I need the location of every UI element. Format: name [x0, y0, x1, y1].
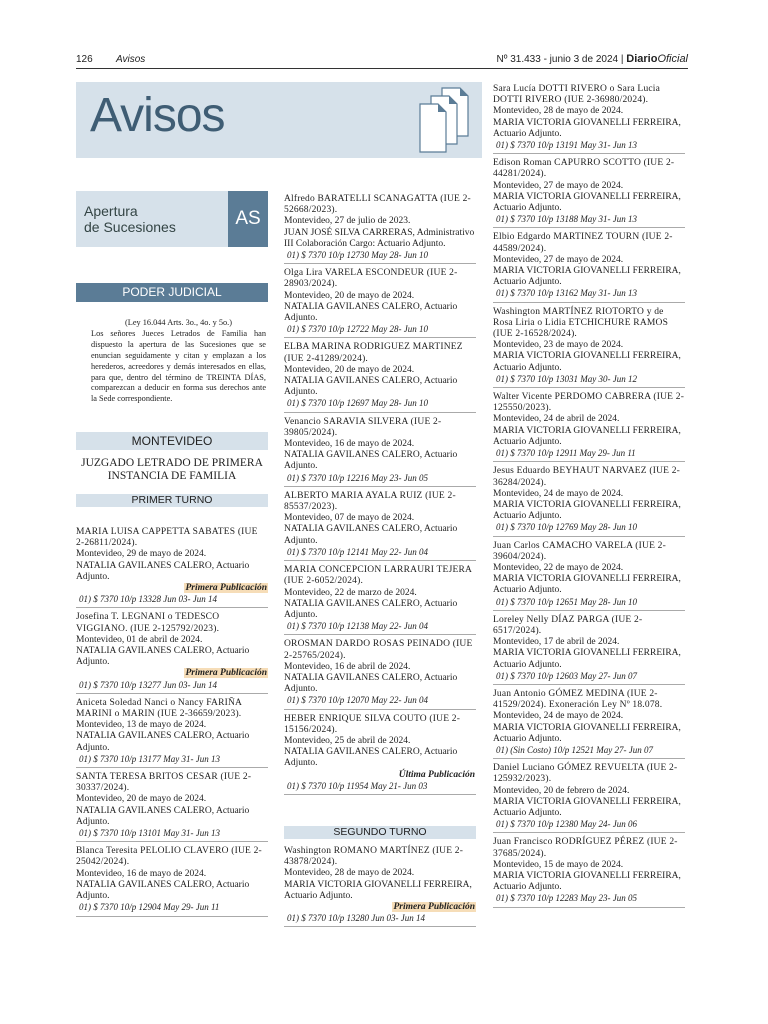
place-date: Montevideo, 27 de mayo de 2024.: [493, 254, 624, 265]
place-date: Montevideo, 16 de mayo de 2024.: [284, 439, 415, 450]
decedent-name: Washington ROMANO MARTÍNEZ (IUE 2-43878/2024).: [284, 846, 464, 868]
billing-code: 01) $ 7370 10/p 13328 Jun 03- Jun 14: [79, 594, 217, 605]
signer: NATALIA GAVILANES CALERO, Actuario Adjunto.: [284, 301, 458, 324]
banner-title: Avisos: [90, 89, 225, 142]
decedent-name: Venancio SARAVIA SILVERA (IUE 2-39805/2024).: [284, 416, 442, 438]
edict-entry: [284, 491, 476, 561]
place-date: Montevideo, 20 de mayo de 2024.: [284, 290, 415, 301]
billing-code: 01) $ 7370 10/p 12283 May 23- Jun 05: [496, 893, 637, 904]
edict-entry: [284, 268, 476, 338]
brand-logo-bold: Diario: [626, 53, 658, 65]
place-date: Montevideo, 27 de julio de 2023.: [284, 216, 411, 227]
signer: MARIA VICTORIA GIOVANELLI FERREIRA, Actuario Adjunto.: [493, 266, 681, 288]
billing-code: 01) $ 7370 10/p 13101 May 31- Jun 13: [79, 828, 220, 839]
edict-entry: [284, 417, 476, 487]
decedent-name: Juan Francisco RODRÍGUEZ PÉREZ (IUE 2-37685/2024).: [493, 837, 678, 859]
category-code: AS: [228, 191, 268, 247]
billing-code: 01) $ 7370 10/p 12138 May 22- Jun 04: [287, 621, 428, 632]
edict-entry: [493, 84, 685, 154]
billing-code: 01) $ 7370 10/p 13177 May 31- Jun 13: [79, 753, 220, 764]
decedent-name: Juan Antonio GÓMEZ MEDINA (IUE 2-41529/2024). Exoneración Ley Nº 18.078.: [493, 688, 663, 711]
column-1: [76, 527, 268, 921]
edict-entry: [493, 689, 685, 759]
edict-entry: [284, 194, 476, 264]
decedent-name: Alfredo BARATELLI SCANAGATTA (IUE 2-52668/2023).: [284, 194, 471, 216]
publication-badge: [76, 583, 268, 594]
billing-code: 01) $ 7370 10/p 12769 May 28- Jun 10: [496, 522, 637, 533]
place-date: Montevideo, 01 de abril de 2024.: [76, 634, 203, 645]
billing-code: 01) $ 7370 10/p 12730 May 28- Jun 10: [287, 250, 428, 261]
place-date: Montevideo, 24 de mayo de 2024.: [493, 488, 624, 499]
category-header: [76, 191, 268, 247]
court-heading: [76, 457, 268, 483]
signer: JUAN JOSÉ SILVA CARRERAS, Administrativo III Colaboración Cargo: Actuario Adjunto.: [284, 227, 475, 249]
place-date: Montevideo, 27 de mayo de 2024.: [493, 180, 624, 191]
billing-code: 01) $ 7370 10/p 12380 May 24- Jun 06: [496, 819, 637, 830]
billing-code: 01) $ 7370 10/p 12904 May 29- Jun 11: [79, 902, 220, 913]
signer: MARIA VICTORIA GIOVANELLI FERREIRA, Actuario Adjunto.: [493, 425, 681, 447]
edict-entry: [493, 837, 685, 907]
billing-code: 01) $ 7370 10/p 12070 May 22- Jun 04: [287, 695, 428, 706]
billing-code: 01) $ 7370 10/p 13162 May 31- Jun 13: [496, 288, 637, 299]
publication-label: Última Publicación: [398, 769, 475, 780]
edict-entry: [493, 541, 685, 611]
edict-entry: [284, 342, 476, 412]
publication-badge: [76, 668, 268, 679]
decedent-name: ALBERTO MARIA AYALA RUIZ (IUE 2-85537/2023).: [284, 490, 456, 513]
decedent-name: Washington MARTÍNEZ RIOTORTO y de Rosa Liria o Lidia ETCHICHURE RAMOS (IUE 2-16528/2024).: [493, 306, 669, 340]
edict-entry: [284, 565, 476, 635]
place-date: Montevideo, 07 de mayo de 2024.: [284, 513, 415, 524]
header-separator: |: [620, 54, 624, 65]
publication-badge: [284, 902, 476, 913]
publication-label: Primera Publicación: [185, 668, 267, 679]
law-reference: (Ley 16.044 Arts. 3o., 4o. y 5o.): [125, 318, 232, 327]
decedent-name: ELBA MARINA RODRIGUEZ MARTINEZ (IUE 2-41289/2024).: [284, 342, 463, 364]
page-number: 126: [76, 54, 93, 65]
place-date: Montevideo, 20 de febrero de 2024.: [493, 785, 630, 796]
decedent-name: MARIA CONCEPCION LARRAURI TEJERA (IUE 2-6052/2024).: [284, 565, 472, 587]
signer: NATALIA GAVILANES CALERO, Actuario Adjunto.: [284, 672, 458, 695]
place-date: Montevideo, 20 de mayo de 2024.: [76, 794, 207, 805]
billing-code: 01) $ 7370 10/p 13191 May 31- Jun 13: [496, 140, 637, 151]
documents-icon: [404, 82, 482, 158]
edict-entry: [284, 846, 476, 927]
decedent-name: Blanca Teresita PELOLIO CLAVERO (IUE 2-25042/2024).: [76, 846, 262, 868]
issue-number: Nº 31.433 - junio 3 de 2024: [496, 54, 619, 65]
edict-entry: [493, 392, 685, 462]
section-banner: [76, 82, 404, 158]
publication-label: Primera Publicación: [393, 902, 475, 913]
signer: NATALIA GAVILANES CALERO, Actuario Adjunto.: [76, 805, 250, 827]
intro-text: Los señores Jueces Letrados de Familia han dispuesto la apertura de las Sucesiones que se enuncian seguidamente y citan y emplazan a los herederos, acreedores y demás interesados en ellas, para que, dentro del término de TREINTA DÍAS, comparezcan a deducir en forma sus derechos ante la Sede correspondiente.: [91, 328, 266, 404]
place-date: Montevideo, 23 de mayo de 2024.: [493, 340, 624, 351]
edict-entry: [493, 615, 685, 685]
billing-code: 01) $ 7370 10/p 12911 May 29- Jun 11: [496, 448, 636, 459]
place-date: Montevideo, 29 de mayo de 2024.: [76, 549, 207, 560]
decedent-name: OROSMAN DARDO ROSAS PEINADO (IUE 2-25765/2024).: [284, 639, 473, 661]
decedent-name: Olga Lira VARELA ESCONDEUR (IUE 2-28903/2024).: [284, 268, 458, 290]
signer: NATALIA GAVILANES CALERO, Actuario Adjunto.: [284, 450, 458, 472]
edict-entry: [76, 527, 268, 608]
edict-entry: [493, 763, 685, 833]
billing-code: 01) $ 7370 10/p 13277 Jun 03- Jun 14: [79, 679, 217, 690]
brand-logo-italic: Oficial: [657, 53, 688, 65]
signer: NATALIA GAVILANES CALERO, Actuario Adjunto.: [76, 560, 250, 582]
signer: MARIA VICTORIA GIOVANELLI FERREIRA, Actuario Adjunto.: [493, 722, 681, 744]
billing-code: 01) $ 7370 10/p 13031 May 30- Jun 12: [496, 373, 637, 384]
decedent-name: Aniceta Soledad Nanci o Nancy FARIÑA MARINI o MARIN (IUE 2-36659/2023).: [76, 697, 242, 720]
category-title: [84, 203, 176, 235]
signer: NATALIA GAVILANES CALERO, Actuario Adjunto.: [284, 376, 458, 398]
page-header: [76, 52, 688, 69]
signer: NATALIA GAVILANES CALERO, Actuario Adjunto.: [284, 598, 458, 620]
signer: NATALIA GAVILANES CALERO, Actuario Adjunto.: [76, 731, 250, 753]
billing-code: 01) $ 7370 10/p 13188 May 31- Jun 13: [496, 214, 637, 225]
billing-code: 01) $ 7370 10/p 12141 May 22- Jun 04: [287, 546, 428, 557]
edict-entry: [76, 846, 268, 916]
place-date: Montevideo, 16 de mayo de 2024.: [76, 868, 207, 879]
primer-turno-heading: PRIMER TURNO: [76, 494, 268, 507]
place-date: Montevideo, 25 de abril de 2024.: [284, 735, 411, 746]
place-date: Montevideo, 28 de mayo de 2024.: [493, 106, 624, 117]
place-date: Montevideo, 15 de mayo de 2024.: [493, 859, 624, 870]
billing-code: 01) $ 7370 10/p 12722 May 28- Jun 10: [287, 324, 428, 335]
decedent-name: SANTA TERESA BRITOS CESAR (IUE 2-30337/2024).: [76, 772, 252, 794]
issue-info: [497, 53, 688, 65]
place-date: Montevideo, 22 de marzo de 2024.: [284, 587, 417, 598]
signer: MARIA VICTORIA GIOVANELLI FERREIRA, Actuario Adjunto.: [493, 351, 681, 373]
edict-entry: [493, 232, 685, 302]
category-title-line1: Apertura: [84, 203, 138, 219]
edict-entry: [76, 772, 268, 842]
department-heading: MONTEVIDEO: [76, 432, 268, 450]
billing-code: 01) $ 7370 10/p 12216 May 23- Jun 05: [287, 472, 428, 483]
segundo-turno-heading: SEGUNDO TURNO: [284, 826, 476, 839]
court-line1: JUZGADO LETRADO DE PRIMERA: [81, 457, 263, 469]
edict-entry: [493, 307, 685, 388]
signer: MARIA VICTORIA GIOVANELLI FERREIRA, Actuario Adjunto.: [493, 117, 681, 139]
edict-entry: [284, 714, 476, 795]
signer: MARIA VICTORIA GIOVANELLI FERREIRA, Actuario Adjunto.: [284, 879, 472, 901]
decedent-name: HEBER ENRIQUE SILVA COUTO (IUE 2-15156/2024).: [284, 713, 461, 735]
billing-code: 01) $ 7370 10/p 12651 May 28- Jun 10: [496, 596, 637, 607]
edict-entry: [493, 466, 685, 536]
decedent-name: Walter Vicente PERDOMO CABRERA (IUE 2-125550/2023).: [493, 392, 685, 414]
column-2: [284, 194, 476, 799]
publication-badge: [284, 770, 476, 781]
signer: NATALIA GAVILANES CALERO, Actuario Adjunto.: [284, 747, 458, 769]
signer: MARIA VICTORIA GIOVANELLI FERREIRA, Actuario Adjunto.: [493, 648, 681, 670]
decedent-name: Jesus Eduardo BEYHAUT NARVAEZ (IUE 2-36284/2024).: [493, 466, 681, 488]
poder-judicial-heading: PODER JUDICIAL: [76, 283, 268, 302]
billing-code: 01) $ 7370 10/p 13280 Jun 03- Jun 14: [287, 913, 425, 924]
signer: NATALIA GAVILANES CALERO, Actuario Adjunto.: [76, 879, 250, 902]
billing-code: 01) $ 7370 10/p 11954 May 21- Jun 03: [287, 780, 428, 791]
decedent-name: Edison Roman CAPURRO SCOTTO (IUE 2-44281/2024).: [493, 158, 675, 180]
billing-code: 01) (Sin Costo) 10/p 12521 May 27- Jun 07: [496, 744, 653, 755]
decedent-name: MARIA LUISA CAPPETTA SABATES (IUE 2-26811/2024).: [76, 527, 258, 549]
billing-code: 01) $ 7370 10/p 12603 May 27- Jun 07: [496, 670, 637, 681]
edict-entry: [76, 612, 268, 693]
publication-label: Primera Publicación: [185, 583, 267, 594]
edict-entry: [493, 158, 685, 228]
decedent-name: Elbio Edgardo MARTINEZ TOURN (IUE 2-44589/2024).: [493, 232, 673, 254]
column-2b: [284, 846, 476, 931]
decedent-name: Sara Lucía DOTTI RIVERO o Sara Lucia DOTTI RIVERO (IUE 2-36980/2024).: [493, 84, 661, 106]
section-name: Avisos: [116, 54, 146, 65]
place-date: Montevideo, 17 de abril de 2024.: [493, 637, 620, 648]
decedent-name: Josefina T. LEGNANI o TEDESCO VIGGIANO. (IUE 2-125792/2023).: [76, 612, 220, 634]
signer: NATALIA GAVILANES CALERO, Actuario Adjunto.: [284, 524, 458, 546]
column-3: [493, 84, 685, 912]
decedent-name: Loreley Nelly DÍAZ PARGA (IUE 2-6517/2024).: [493, 614, 643, 636]
category-title-line2: de Sucesiones: [84, 219, 176, 235]
place-date: Montevideo, 16 de abril de 2024.: [284, 661, 411, 672]
edict-entry: [76, 698, 268, 768]
signer: MARIA VICTORIA GIOVANELLI FERREIRA, Actuario Adjunto.: [493, 499, 681, 522]
signer: NATALIA GAVILANES CALERO, Actuario Adjunto.: [76, 646, 250, 668]
court-line2: INSTANCIA DE FAMILIA: [107, 470, 237, 482]
edict-entry: [284, 639, 476, 709]
signer: MARIA VICTORIA GIOVANELLI FERREIRA, Actuario Adjunto.: [493, 796, 681, 818]
place-date: Montevideo, 24 de mayo de 2024.: [493, 711, 624, 722]
place-date: Montevideo, 24 de abril de 2024.: [493, 414, 620, 425]
intro-paragraph: [91, 318, 266, 405]
signer: MARIA VICTORIA GIOVANELLI FERREIRA, Actuario Adjunto.: [493, 574, 681, 596]
decedent-name: Juan Carlos CAMACHO VARELA (IUE 2-39604/2024).: [493, 540, 666, 562]
signer: MARIA VICTORIA GIOVANELLI FERREIRA, Actuario Adjunto.: [493, 871, 681, 893]
billing-code: 01) $ 7370 10/p 12697 May 28- Jun 10: [287, 398, 428, 409]
decedent-name: Daniel Luciano GÓMEZ REVUELTA (IUE 2-125932/2023).: [493, 763, 678, 785]
signer: MARIA VICTORIA GIOVANELLI FERREIRA, Actuario Adjunto.: [493, 191, 681, 214]
place-date: Montevideo, 13 de mayo de 2024.: [76, 720, 207, 731]
place-date: Montevideo, 22 de mayo de 2024.: [493, 562, 624, 573]
place-date: Montevideo, 20 de mayo de 2024.: [284, 364, 415, 375]
place-date: Montevideo, 28 de mayo de 2024.: [284, 868, 415, 879]
